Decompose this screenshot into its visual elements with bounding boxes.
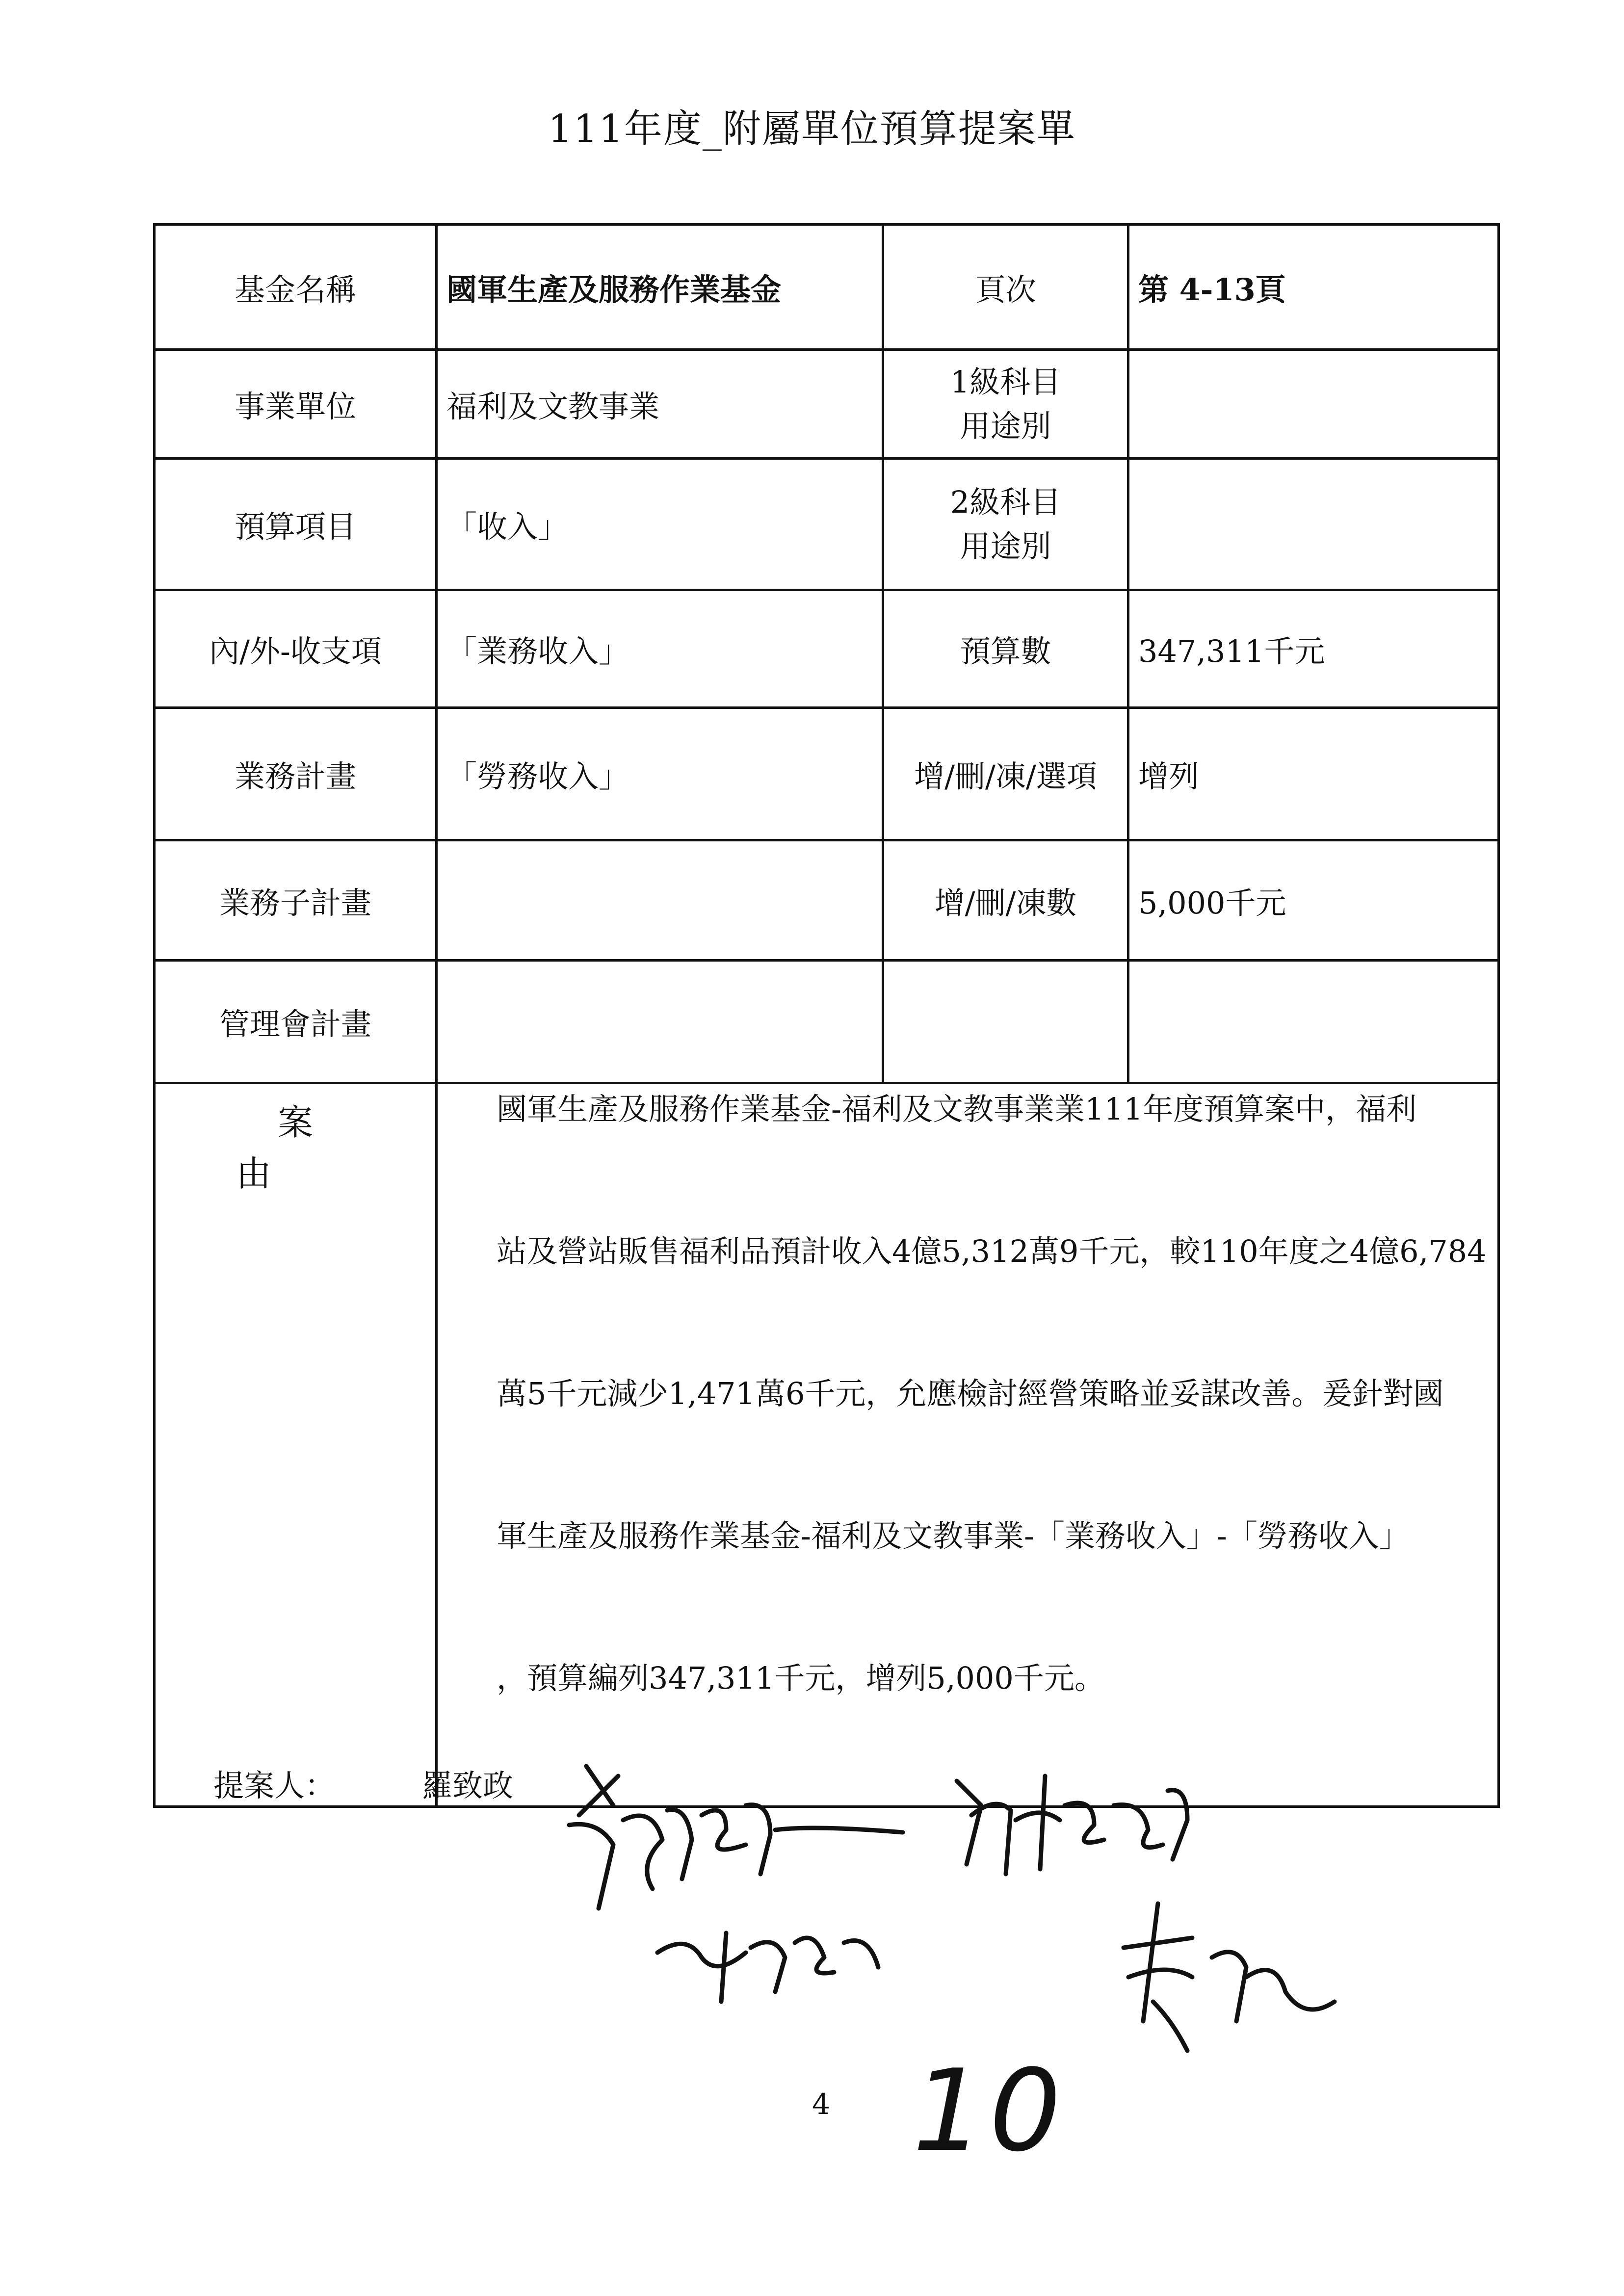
signature-stroke (1124, 1904, 1335, 2051)
reason-text (437, 1083, 1499, 1807)
reason-line: 萬5千元減少1,471萬6千元，允應檢討經營策略並妥謀改善。爰針對國 (497, 1376, 1444, 1411)
management-plan-label: 管理會計畫 (155, 961, 437, 1083)
level1-subject-label (883, 350, 1128, 459)
row-fund-name (155, 225, 1499, 350)
business-plan-value: 「勞務收入」 (437, 708, 883, 840)
adjust-amount-value: 5,000千元 (1128, 840, 1499, 961)
row-reason (155, 1083, 1499, 1807)
income-item-label: 內/外-收支項 (155, 590, 437, 708)
reason-line: 軍生產及服務作業基金-福利及文教事業-「業務收入」-「勞務收入」 (497, 1518, 1410, 1554)
income-item-value: 「業務收入」 (437, 590, 883, 708)
sub-plan-value (437, 840, 883, 961)
business-unit-label: 事業單位 (155, 350, 437, 459)
row-business-plan (155, 708, 1499, 840)
management-plan-extra-label (883, 961, 1128, 1083)
reason-line: 站及營站販售福利品預計收入4億5,312萬9千元，較110年度之4億6,784 (497, 1233, 1487, 1269)
fund-name-value: 國軍生產及服務作業基金 (437, 225, 883, 350)
management-plan-extra-value (1128, 961, 1499, 1083)
row-budget-item (155, 459, 1499, 590)
reason-line: 國軍生產及服務作業基金-福利及文教事業業111年度預算案中，福利 (497, 1091, 1417, 1127)
adjust-option-label: 增/刪/凍/選項 (883, 708, 1128, 840)
adjust-option-value: 增列 (1128, 708, 1499, 840)
business-unit-value: 福利及文教事業 (437, 350, 883, 459)
row-sub-plan (155, 840, 1499, 961)
budget-amount-value: 347,311千元 (1128, 590, 1499, 708)
business-plan-label: 業務計畫 (155, 708, 437, 840)
proposer-name: 羅致政 (422, 1768, 514, 1803)
level2-subject-value (1128, 459, 1499, 590)
signature-stroke (657, 1933, 878, 2002)
level2-subject-label (883, 459, 1128, 590)
reason-line: ，預算編列347,311千元，增列5,000千元。 (497, 1660, 1105, 1696)
row-management-plan (155, 961, 1499, 1083)
handwritten-page-number: 10 (913, 2046, 1066, 2177)
management-plan-value (437, 961, 883, 1083)
level2-subject-line2: 用途別 (960, 528, 1051, 564)
budget-item-value: 「收入」 (437, 459, 883, 590)
row-income-item (155, 590, 1499, 708)
level1-subject-value (1128, 350, 1499, 459)
signature-stroke (569, 1766, 903, 1908)
reason-label: 案由 (155, 1083, 437, 1807)
row-business-unit (155, 350, 1499, 459)
page-number: 4 (812, 2087, 830, 2121)
page-ref-label: 頁次 (883, 225, 1128, 350)
fund-name-label: 基金名稱 (155, 225, 437, 350)
level1-subject-line1: 1級科目 (950, 364, 1061, 400)
proposer-label: 提案人： (213, 1768, 336, 1803)
handwritten-signatures (540, 1747, 1374, 2061)
signature-stroke (957, 1776, 1187, 1874)
budget-amount-label: 預算數 (883, 590, 1128, 708)
level1-subject-line2: 用途別 (960, 408, 1051, 444)
sub-plan-label: 業務子計畫 (155, 840, 437, 961)
budget-item-label: 預算項目 (155, 459, 437, 590)
proposal-form-table (153, 223, 1500, 1808)
adjust-amount-label: 增/刪/凍數 (883, 840, 1128, 961)
document-title: 111年度_附屬單位預算提案單 (548, 107, 1076, 151)
page-ref-value: 第 4-13頁 (1128, 225, 1499, 350)
level2-subject-line1: 2級科目 (950, 484, 1061, 520)
